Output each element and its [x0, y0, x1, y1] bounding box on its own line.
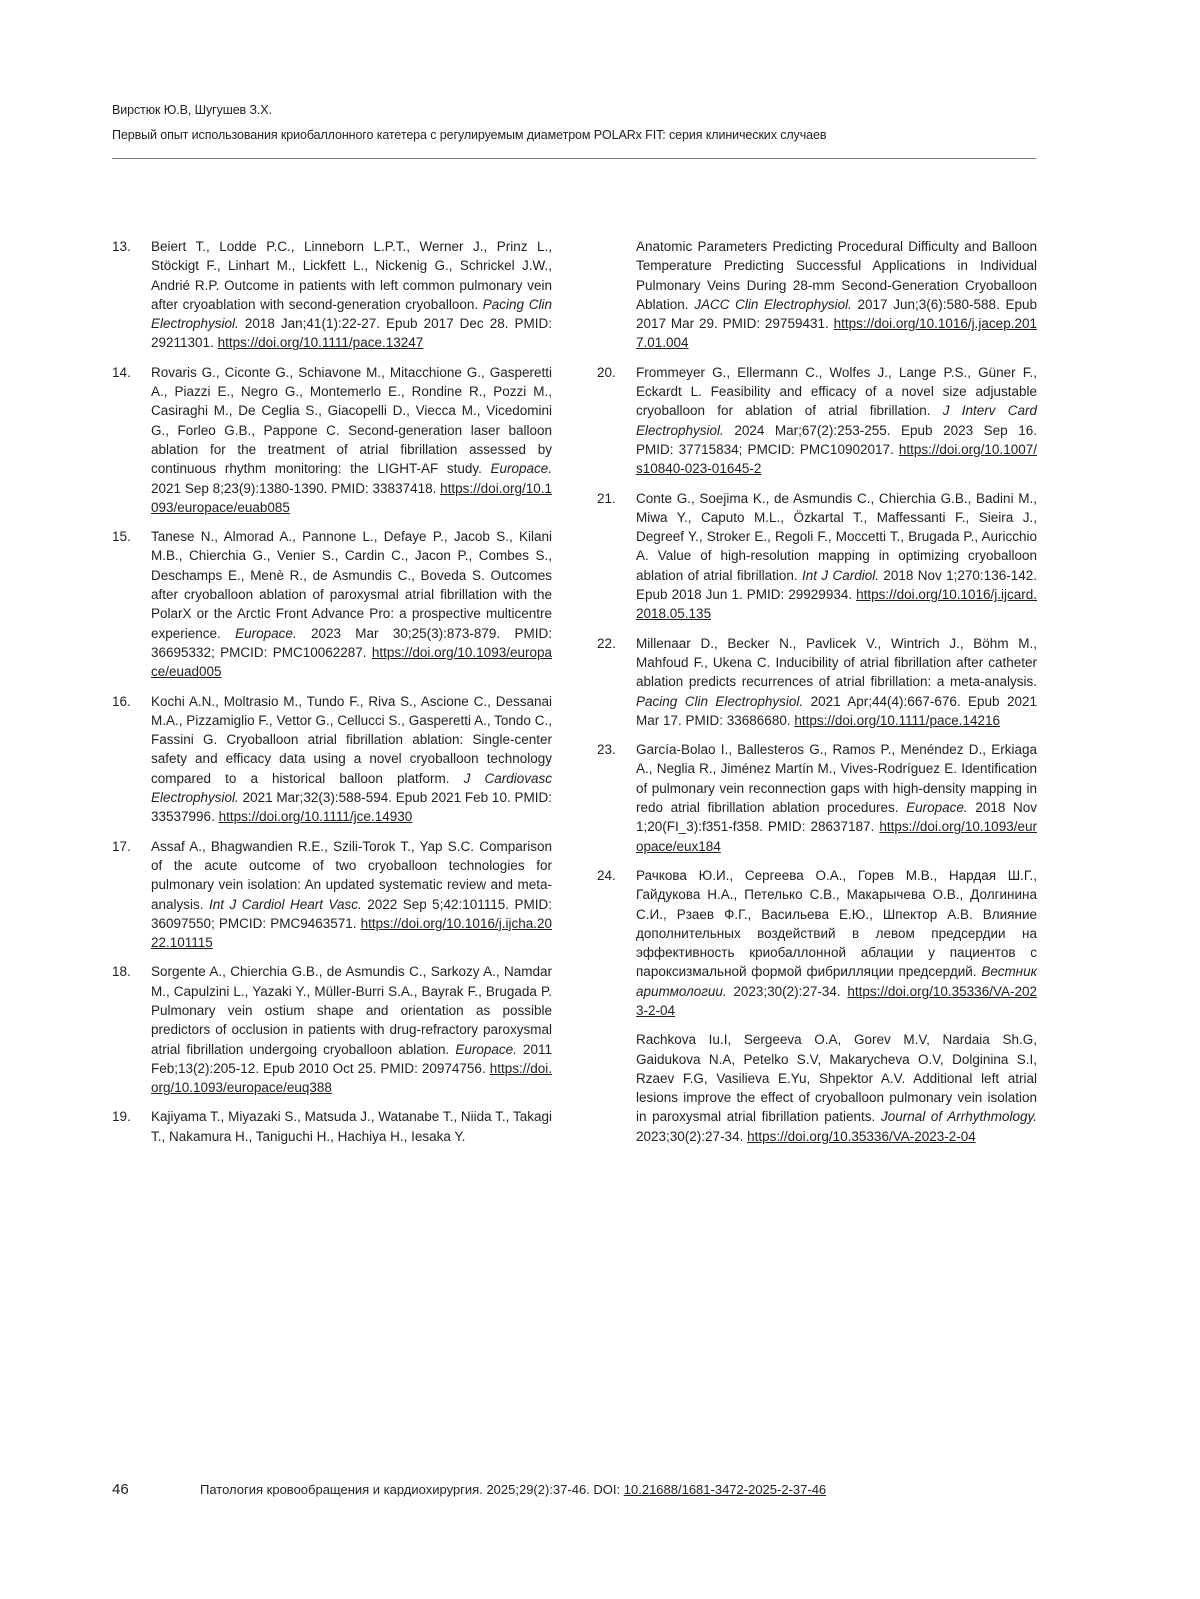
reference-text: Assaf A., Bhagwandien R.E., Szili-Torok T., Yap S.C. Comparison of the acute outcome of two cryoballoon technologies for pulmonary vein isolation: An updated systematic review and meta-analysis.: [151, 839, 552, 912]
reference-24-english: [636, 1030, 1037, 1146]
reference-details: 2023 Mar 30;25(3):873-879. PMID: 36695332; PMCID: PMC10062287.: [151, 626, 552, 660]
reference-doi-link[interactable]: https://doi.org/10.35336/VA-2023-2-04: [636, 984, 1037, 1018]
reference-22: [597, 634, 1037, 730]
reference-text: Rovaris G., Ciconte G., Schiavone M., Mitacchione G., Gasperetti A., Piazzi E., Negro G., Montemerlo E., Rondine R., Pozzi M., Casiraghi M., De Ceglia S., Giacopelli D., Viecca M., Vicedomini G., Forleo G.B., Pappone C. Second-generation laser balloon ablation for the treatment of atrial fibrillation assessed by continuous rhythm monitoring: the LIGHT-AF study.: [151, 365, 552, 476]
reference-19-continuation: [597, 237, 1037, 353]
reference-doi-link[interactable]: https://doi.org/10.1111/pace.14216: [794, 713, 1000, 728]
reference-text: Millenaar D., Becker N., Pavlicek V., Wintrich J., Böhm M., Mahfoud F., Ukena C. Inducibility of atrial fibrillation after catheter ablation predicts recurrences of atrial fibrillation: a meta-analysis.: [636, 636, 1037, 690]
reference-doi-link[interactable]: https://doi.org/10.1111/pace.13247: [218, 335, 424, 350]
reference-number: 23.: [597, 740, 616, 759]
reference-text: Rachkova Iu.I, Sergeeva O.A, Gorev M.V, Nardaia Sh.G, Gaidukova N.A, Petelko S.V, Makarycheva O.V, Dolginina S.I, Rzaev F.G, Vasilieva E.Yu, Shpektor A.V. Additional left atrial lesions improve the effect of cryoballoon pulmonary vein isolation in paroxysmal atrial fibrillation patients.: [636, 1032, 1037, 1124]
footer-citation: [200, 1482, 826, 1497]
reference-journal: Pacing Clin Electrophysiol.: [636, 694, 803, 709]
reference-doi-link[interactable]: https://doi.org/10.1016/j.ijcard.2018.05.135: [636, 587, 1037, 621]
reference-journal: Journal of Arrhythmology.: [881, 1109, 1037, 1124]
running-head-title: Первый опыт использования криобаллонного катетера с регулируемым диаметром POLARx FIT: серия клинических случаев: [112, 128, 1036, 142]
reference-journal: J Cardiovasc Electrophysiol.: [151, 771, 552, 805]
reference-journal: Вестник аритмологии.: [636, 964, 1037, 998]
reference-details: 2021 Apr;44(4):667-676. Epub 2021 Mar 17. PMID: 33686680.: [636, 694, 1037, 728]
reference-number: 19.: [112, 1107, 131, 1126]
reference-journal: Europace.: [455, 1042, 517, 1057]
page-number: 46: [112, 1481, 129, 1498]
footer-journal-citation: Патология кровообращения и кардиохирургия. 2025;29(2):37-46. DOI:: [200, 1482, 620, 1497]
reference-column-right: [597, 237, 1037, 1156]
reference-23: [597, 740, 1037, 856]
reference-journal: Europace.: [235, 626, 297, 641]
reference-details: 2024 Mar;67(2):253-255. Epub 2023 Sep 16. PMID: 37715834; PMCID: PMC10902017.: [636, 423, 1037, 457]
reference-journal: Europace.: [906, 800, 968, 815]
reference-doi-link[interactable]: https://doi.org/10.1016/j.ijcha.2022.101115: [151, 916, 552, 950]
reference-doi-link[interactable]: https://doi.org/10.1093/europace/euq388: [151, 1061, 552, 1095]
reference-details: 2018 Nov 1;20(FI_3):f351-f358. PMID: 28637187.: [636, 800, 1037, 834]
header-divider: [112, 158, 1036, 159]
reference-text: Anatomic Parameters Predicting Procedural Difficulty and Balloon Temperature Predicting Successful Applications in Individual Pulmonary Veins During 28-mm Second-Generation Cryoballoon Ablation.: [636, 239, 1037, 312]
reference-20: [597, 363, 1037, 479]
reference-details: 2018 Nov 1;270:136-142. Epub 2018 Jun 1. PMID: 29929934.: [636, 568, 1037, 602]
reference-details: 2023;30(2):27-34.: [636, 1129, 743, 1144]
reference-text: Sorgente A., Chierchia G.B., de Asmundis C., Sarkozy A., Namdar M., Capulzini L., Yazaki Y., Müller-Burri S.A., Bayrak F., Brugada P. Pulmonary vein ostium shape and orientation as possible predictors of occlusion in patients with drug-refractory paroxysmal atrial fibrillation undergoing cryoballoon ablation.: [151, 964, 552, 1056]
reference-doi-link[interactable]: https://doi.org/10.1093/europace/euad005: [151, 645, 552, 679]
reference-number: 21.: [597, 489, 616, 508]
reference-text: Conte G., Soejima K., de Asmundis C., Chierchia G.B., Badini M., Miwa Y., Caputo M.L., Özkartal T., Maffessanti F., Sieira J., Degreef Y., Stroker E., Regoli F., Moccetti T., Brugada P., Auricchio A. Value of high-resolution mapping in optimizing cryoballoon ablation of atrial fibrillation.: [636, 491, 1037, 583]
reference-journal: J Interv Card Electrophysiol.: [636, 403, 1037, 437]
reference-number: 24.: [597, 866, 616, 885]
reference-text: Frommeyer G., Ellermann C., Wolfes J., Lange P.S., Güner F., Eckardt L. Feasibility and efficacy of a novel size adjustable cryoballoon for ablation of atrial fibrillation.: [636, 365, 1037, 419]
reference-doi-link[interactable]: https://doi.org/10.1093/europace/euab085: [151, 481, 552, 515]
reference-details: 2021 Sep 8;23(9):1380-1390. PMID: 33837418.: [151, 481, 436, 496]
reference-column-left: [112, 237, 552, 1156]
reference-number: 13.: [112, 237, 131, 256]
reference-21: [597, 489, 1037, 624]
reference-doi-link[interactable]: https://doi.org/10.1016/j.jacep.2017.01.004: [636, 316, 1037, 350]
reference-text: Рачкова Ю.И., Сергеева О.А., Горев М.В., Нардая Ш.Г., Гайдукова Н.А., Петелько С.В., Макарычева О.В., Долгинина С.И., Рзаев Ф.Г., Васильева Е.Ю., Шпектор А.В. Влияние дополнительных воздействий в левом предсердии на эффективность криобаллонной аблации у пациентов с пароксизмальной формой фибрилляции предсердий.: [636, 868, 1037, 979]
reference-doi-link[interactable]: https://doi.org/10.1093/europace/eux184: [636, 819, 1037, 853]
reference-doi-link[interactable]: https://doi.org/10.1111/jce.14930: [219, 809, 413, 824]
reference-number: 20.: [597, 363, 616, 382]
reference-24-russian: [636, 866, 1037, 1020]
reference-details: 2011 Feb;13(2):205-12. Epub 2010 Oct 25. PMID: 20974756.: [151, 1042, 552, 1076]
reference-17: [112, 837, 552, 953]
running-head-authors: Вирстюк Ю.В, Шугушев З.Х.: [112, 103, 1036, 117]
reference-number: 16.: [112, 692, 131, 711]
reference-details: 2023;30(2):27-34.: [733, 984, 840, 999]
reference-text: García-Bolao I., Ballesteros G., Ramos P., Menéndez D., Erkiaga A., Neglia R., Jiménez Martín M., Vives-Rodríguez E. Identification of pulmonary vein reconnection gaps with high-density mapping in redo atrial fibrillation ablation procedures.: [636, 742, 1037, 815]
reference-journal: Int J Cardiol Heart Vasc.: [209, 897, 362, 912]
reference-details: 2018 Jan;41(1):22-27. Epub 2017 Dec 28. PMID: 29211301.: [151, 316, 552, 350]
reference-journal: Pacing Clin Electrophysiol.: [151, 297, 552, 331]
reference-number: 15.: [112, 527, 131, 546]
reference-13: [112, 237, 552, 353]
reference-18: [112, 962, 552, 1097]
reference-journal: JACC Clin Electrophysiol.: [694, 297, 852, 312]
reference-journal: Int J Cardiol.: [802, 568, 879, 583]
reference-15: [112, 527, 552, 681]
reference-14: [112, 363, 552, 517]
reference-text: Kochi A.N., Moltrasio M., Tundo F., Riva S., Ascione C., Dessanai M.A., Pizzamiglio F., Vettor G., Cellucci S., Gasperetti A., Tondo C., Fassini G. Cryoballoon atrial fibrillation ablation: Single-center safety and efficacy data using a novel cryoballoon technology compared to a historical balloon platform.: [151, 694, 552, 786]
reference-text: Tanese N., Almorad A., Pannone L., Defaye P., Jacob S., Kilani M.B., Chierchia G., Venier S., Cardin C., Jacon P., Combes S., Deschamps E., Menè R., de Asmundis C., Boveda S. Outcomes after cryoballoon ablation of paroxysmal atrial fibrillation with the PolarX or the Arctic Front Advance Pro: a prospective multicentre experience.: [151, 529, 552, 640]
reference-number: 14.: [112, 363, 131, 382]
reference-doi-link[interactable]: https://doi.org/10.1007/s10840-023-01645-2: [636, 442, 1037, 476]
reference-24: [597, 866, 1037, 1146]
reference-journal: Europace.: [490, 461, 552, 476]
reference-number: 17.: [112, 837, 131, 856]
reference-text: Kajiyama T., Miyazaki S., Matsuda J., Watanabe T., Niida T., Takagi T., Nakamura H., Taniguchi H., Hachiya H., Iesaka Y.: [151, 1109, 552, 1143]
reference-doi-link[interactable]: https://doi.org/10.35336/VA-2023-2-04: [747, 1129, 976, 1144]
reference-16: [112, 692, 552, 827]
reference-details: 2017 Jun;3(6):580-588. Epub 2017 Mar 29. PMID: 29759431.: [636, 297, 1037, 331]
reference-text: Beiert T., Lodde P.C., Linneborn L.P.T., Werner J., Prinz L., Stöckigt F., Linhart M., Lickfett L., Nickenig G., Schrickel J.W., Andrié R.P. Outcome in patients with left common pulmonary vein after cryoablation with second-generation cryoballoon.: [151, 239, 552, 312]
reference-number: 22.: [597, 634, 616, 653]
reference-details: 2022 Sep 5;42:101115. PMID: 36097550; PMCID: PMC9463571.: [151, 897, 552, 931]
reference-details: 2021 Mar;32(3):588-594. Epub 2021 Feb 10. PMID: 33537996.: [151, 790, 552, 824]
reference-number: 18.: [112, 962, 131, 981]
footer-doi-link[interactable]: 10.21688/1681-3472-2025-2-37-46: [624, 1482, 826, 1497]
reference-19: [112, 1107, 552, 1146]
